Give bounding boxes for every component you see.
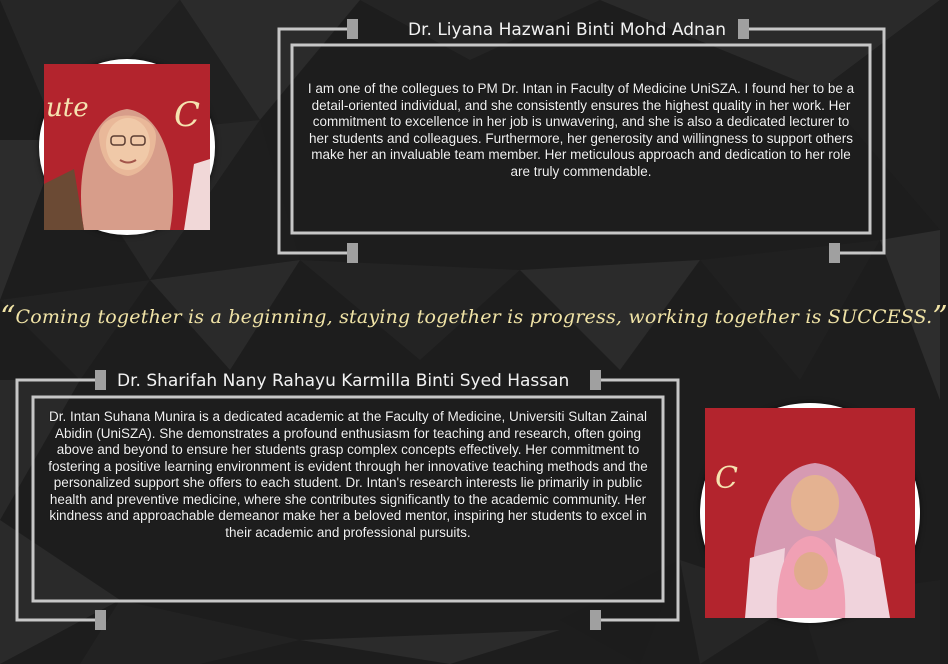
- testimonial-author-name: Dr. Sharifah Nany Rahayu Karmilla Binti Syed Hassan: [117, 371, 570, 391]
- svg-text:C: C: [174, 95, 201, 135]
- svg-text:ute: ute: [46, 93, 89, 123]
- motto-text: Coming together is a beginning, staying together is progress, working together is SUCCESS.: [15, 306, 933, 328]
- testimonial-author-name: Dr. Liyana Hazwani Binti Mohd Adnan: [408, 20, 727, 40]
- avatar: [39, 59, 215, 235]
- avatar: [700, 403, 920, 623]
- open-quote-mark: “: [0, 300, 16, 335]
- close-quote-mark: ”: [932, 300, 948, 335]
- testimonial-text: Dr. Intan Suhana Munira is a dedicated academic at the Faculty of Medicine, Universiti Sultan Zainal Abidin (UniSZA). She demonstrates a profound enthusiasm for teaching and research, often going above and beyond to ensure her students grasp complex concepts effectively. Her commitment to fostering a positive learning environment is evident through her innovative teaching methods and the personalized support she offers to each student. Dr. Intan's research interests lie primarily in public health and preventive medicine, where she contributes significantly to the academic community. Her kindness and approachable demeanor make her a beloved mentor, inspiring her students to excel in their academic and professional pursuits.: [48, 409, 648, 540]
- motto-quote: [0, 300, 948, 335]
- svg-text:C: C: [715, 461, 738, 496]
- testimonial-text: I am one of the collegues to PM Dr. Intan in Faculty of Medicine UniSZA. I found her to be a detail-oriented individual, and she consistently ensures the highest quality in her work. Her commitment to excellence in her job is unwavering, and she is also a dedicated lecturer to her students and colleagues. Furthermore, her generosity and willingness to support others make her an invaluable team member. Her meticulous approach and dedication to her role are truly commendable.: [307, 81, 855, 179]
